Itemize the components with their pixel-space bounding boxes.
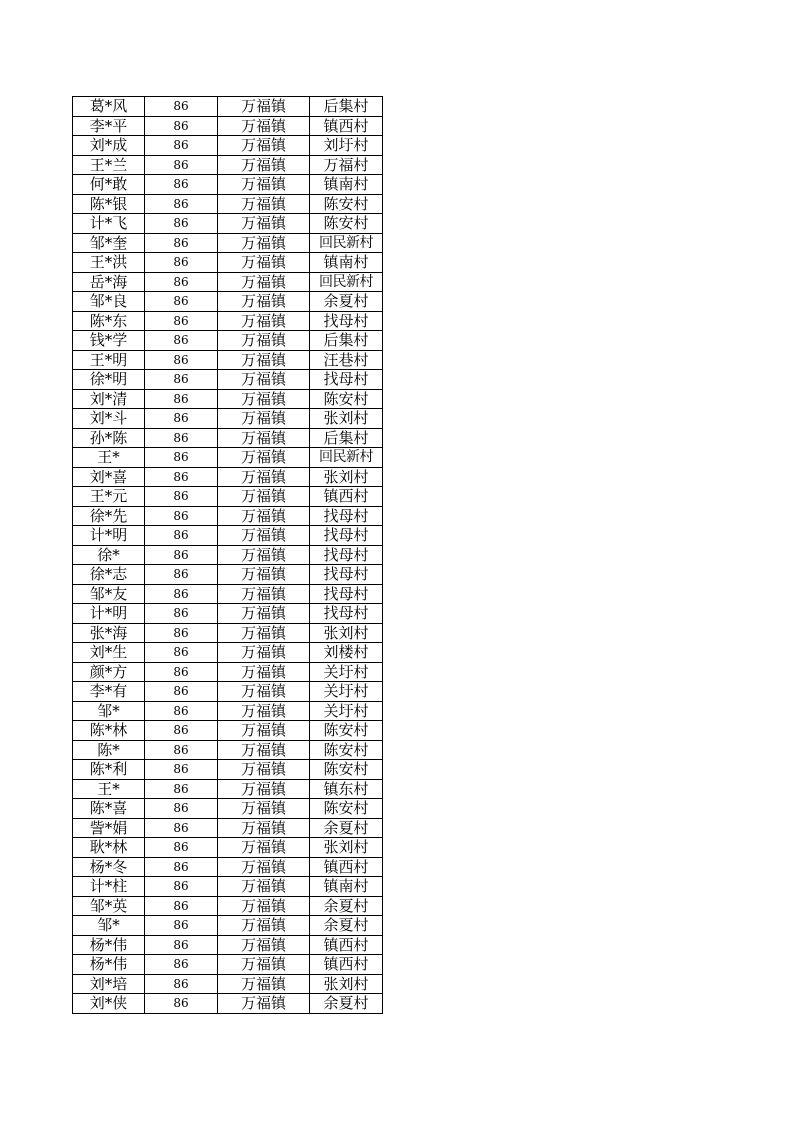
village-cell: 余夏村 (310, 896, 383, 916)
village-cell: 镇南村 (310, 253, 383, 273)
age-cell: 86 (145, 136, 218, 156)
town-cell: 万福镇 (218, 526, 310, 546)
table-row (73, 740, 383, 760)
village-cell: 找母村 (310, 604, 383, 624)
age-cell: 86 (145, 779, 218, 799)
name-cell: 李*平 (73, 116, 145, 136)
town-cell: 万福镇 (218, 253, 310, 273)
table-row (73, 467, 383, 487)
table-row (73, 818, 383, 838)
town-cell: 万福镇 (218, 799, 310, 819)
village-cell: 镇西村 (310, 116, 383, 136)
age-cell: 86 (145, 467, 218, 487)
village-cell: 陈安村 (310, 214, 383, 234)
table-row (73, 448, 383, 468)
village-cell: 万福村 (310, 155, 383, 175)
village-cell: 找母村 (310, 526, 383, 546)
name-cell: 陈*林 (73, 721, 145, 741)
age-cell: 86 (145, 916, 218, 936)
name-cell: 杨*冬 (73, 857, 145, 877)
table-row (73, 526, 383, 546)
name-cell: 陈*喜 (73, 799, 145, 819)
table-row (73, 409, 383, 429)
name-cell: 计*飞 (73, 214, 145, 234)
age-cell: 86 (145, 350, 218, 370)
town-cell: 万福镇 (218, 506, 310, 526)
village-cell: 后集村 (310, 97, 383, 117)
town-cell: 万福镇 (218, 896, 310, 916)
name-cell: 邹*友 (73, 584, 145, 604)
table-row (73, 877, 383, 897)
village-cell: 陈安村 (310, 740, 383, 760)
name-cell: 何*敢 (73, 175, 145, 195)
age-cell: 86 (145, 838, 218, 858)
town-cell: 万福镇 (218, 955, 310, 975)
town-cell: 万福镇 (218, 565, 310, 585)
village-cell: 陈安村 (310, 721, 383, 741)
name-cell: 徐*明 (73, 370, 145, 390)
name-cell: 计*柱 (73, 877, 145, 897)
age-cell: 86 (145, 643, 218, 663)
table-row (73, 662, 383, 682)
town-cell: 万福镇 (218, 604, 310, 624)
age-cell: 86 (145, 760, 218, 780)
name-cell: 刘*培 (73, 974, 145, 994)
age-cell: 86 (145, 253, 218, 273)
age-cell: 86 (145, 214, 218, 234)
town-cell: 万福镇 (218, 409, 310, 429)
town-cell: 万福镇 (218, 643, 310, 663)
table-row (73, 701, 383, 721)
town-cell: 万福镇 (218, 838, 310, 858)
village-cell: 回民新村 (310, 448, 383, 468)
table-row (73, 311, 383, 331)
village-cell: 镇西村 (310, 487, 383, 507)
village-cell: 余夏村 (310, 818, 383, 838)
name-cell: 孙*陈 (73, 428, 145, 448)
village-cell: 关圩村 (310, 701, 383, 721)
age-cell: 86 (145, 877, 218, 897)
table-row (73, 760, 383, 780)
village-cell: 陈安村 (310, 389, 383, 409)
town-cell: 万福镇 (218, 740, 310, 760)
age-cell: 86 (145, 97, 218, 117)
age-cell: 86 (145, 799, 218, 819)
town-cell: 万福镇 (218, 233, 310, 253)
name-cell: 邹* (73, 916, 145, 936)
age-cell: 86 (145, 935, 218, 955)
village-cell: 镇南村 (310, 175, 383, 195)
village-cell: 镇西村 (310, 955, 383, 975)
town-cell: 万福镇 (218, 136, 310, 156)
age-cell: 86 (145, 448, 218, 468)
age-cell: 86 (145, 506, 218, 526)
table-row (73, 292, 383, 312)
name-cell: 耿*林 (73, 838, 145, 858)
age-cell: 86 (145, 487, 218, 507)
town-cell: 万福镇 (218, 487, 310, 507)
table-row (73, 604, 383, 624)
village-cell: 关圩村 (310, 662, 383, 682)
name-cell: 刘*生 (73, 643, 145, 663)
village-cell: 找母村 (310, 565, 383, 585)
age-cell: 86 (145, 389, 218, 409)
name-cell: 邹*奎 (73, 233, 145, 253)
table-row (73, 857, 383, 877)
age-cell: 86 (145, 662, 218, 682)
town-cell: 万福镇 (218, 311, 310, 331)
town-cell: 万福镇 (218, 584, 310, 604)
age-cell: 86 (145, 116, 218, 136)
age-cell: 86 (145, 194, 218, 214)
table-row (73, 350, 383, 370)
town-cell: 万福镇 (218, 272, 310, 292)
name-cell: 陈* (73, 740, 145, 760)
age-cell: 86 (145, 974, 218, 994)
name-cell: 邹* (73, 701, 145, 721)
name-cell: 邹*英 (73, 896, 145, 916)
town-cell: 万福镇 (218, 175, 310, 195)
town-cell: 万福镇 (218, 701, 310, 721)
village-cell: 镇西村 (310, 935, 383, 955)
age-cell: 86 (145, 409, 218, 429)
village-cell: 陈安村 (310, 760, 383, 780)
table-row (73, 370, 383, 390)
town-cell: 万福镇 (218, 97, 310, 117)
town-cell: 万福镇 (218, 116, 310, 136)
name-cell: 王*元 (73, 487, 145, 507)
town-cell: 万福镇 (218, 370, 310, 390)
age-cell: 86 (145, 955, 218, 975)
town-cell: 万福镇 (218, 682, 310, 702)
name-cell: 杨*伟 (73, 955, 145, 975)
village-cell: 回民新村 (310, 272, 383, 292)
village-cell: 刘楼村 (310, 643, 383, 663)
village-cell: 余夏村 (310, 994, 383, 1014)
table-row (73, 955, 383, 975)
village-cell: 找母村 (310, 584, 383, 604)
table-row (73, 916, 383, 936)
village-cell: 找母村 (310, 545, 383, 565)
table-row (73, 253, 383, 273)
data-table (72, 96, 383, 1014)
name-cell: 刘*斗 (73, 409, 145, 429)
age-cell: 86 (145, 994, 218, 1014)
name-cell: 陈*东 (73, 311, 145, 331)
name-cell: 杨*伟 (73, 935, 145, 955)
town-cell: 万福镇 (218, 292, 310, 312)
name-cell: 徐*志 (73, 565, 145, 585)
table-row (73, 116, 383, 136)
town-cell: 万福镇 (218, 974, 310, 994)
age-cell: 86 (145, 175, 218, 195)
table-row (73, 584, 383, 604)
town-cell: 万福镇 (218, 818, 310, 838)
village-cell: 后集村 (310, 331, 383, 351)
table-row (73, 487, 383, 507)
table-row (73, 214, 383, 234)
age-cell: 86 (145, 292, 218, 312)
town-cell: 万福镇 (218, 467, 310, 487)
town-cell: 万福镇 (218, 662, 310, 682)
table-row (73, 935, 383, 955)
age-cell: 86 (145, 428, 218, 448)
table-row (73, 565, 383, 585)
village-cell: 张刘村 (310, 467, 383, 487)
village-cell: 关圩村 (310, 682, 383, 702)
town-cell: 万福镇 (218, 994, 310, 1014)
village-cell: 汪巷村 (310, 350, 383, 370)
town-cell: 万福镇 (218, 935, 310, 955)
village-cell: 余夏村 (310, 916, 383, 936)
table-row (73, 155, 383, 175)
name-cell: 訾*娟 (73, 818, 145, 838)
name-cell: 陈*银 (73, 194, 145, 214)
name-cell: 张*海 (73, 623, 145, 643)
town-cell: 万福镇 (218, 448, 310, 468)
name-cell: 王*明 (73, 350, 145, 370)
village-cell: 后集村 (310, 428, 383, 448)
table-row (73, 974, 383, 994)
table-row (73, 175, 383, 195)
town-cell: 万福镇 (218, 214, 310, 234)
age-cell: 86 (145, 818, 218, 838)
village-cell: 找母村 (310, 370, 383, 390)
table-row (73, 194, 383, 214)
table-row (73, 896, 383, 916)
name-cell: 刘*侠 (73, 994, 145, 1014)
village-cell: 张刘村 (310, 623, 383, 643)
name-cell: 陈*利 (73, 760, 145, 780)
town-cell: 万福镇 (218, 428, 310, 448)
table-body (73, 97, 383, 1014)
village-cell: 镇东村 (310, 779, 383, 799)
name-cell: 计*明 (73, 604, 145, 624)
town-cell: 万福镇 (218, 623, 310, 643)
name-cell: 葛*风 (73, 97, 145, 117)
name-cell: 徐* (73, 545, 145, 565)
table-row (73, 994, 383, 1014)
age-cell: 86 (145, 584, 218, 604)
village-cell: 找母村 (310, 506, 383, 526)
village-cell: 张刘村 (310, 974, 383, 994)
name-cell: 王* (73, 779, 145, 799)
table-row (73, 97, 383, 117)
age-cell: 86 (145, 623, 218, 643)
village-cell: 找母村 (310, 311, 383, 331)
age-cell: 86 (145, 740, 218, 760)
table-row (73, 272, 383, 292)
town-cell: 万福镇 (218, 877, 310, 897)
town-cell: 万福镇 (218, 350, 310, 370)
name-cell: 岳*海 (73, 272, 145, 292)
town-cell: 万福镇 (218, 721, 310, 741)
age-cell: 86 (145, 545, 218, 565)
age-cell: 86 (145, 721, 218, 741)
age-cell: 86 (145, 565, 218, 585)
age-cell: 86 (145, 682, 218, 702)
age-cell: 86 (145, 857, 218, 877)
table-row (73, 799, 383, 819)
table-row (73, 779, 383, 799)
table-row (73, 233, 383, 253)
town-cell: 万福镇 (218, 857, 310, 877)
village-cell: 镇南村 (310, 877, 383, 897)
name-cell: 李*有 (73, 682, 145, 702)
town-cell: 万福镇 (218, 194, 310, 214)
name-cell: 钱*学 (73, 331, 145, 351)
town-cell: 万福镇 (218, 779, 310, 799)
name-cell: 刘*清 (73, 389, 145, 409)
name-cell: 王* (73, 448, 145, 468)
name-cell: 王*兰 (73, 155, 145, 175)
age-cell: 86 (145, 272, 218, 292)
village-cell: 镇西村 (310, 857, 383, 877)
table-row (73, 682, 383, 702)
name-cell: 刘*喜 (73, 467, 145, 487)
age-cell: 86 (145, 155, 218, 175)
age-cell: 86 (145, 370, 218, 390)
village-cell: 张刘村 (310, 409, 383, 429)
village-cell: 刘圩村 (310, 136, 383, 156)
name-cell: 王*洪 (73, 253, 145, 273)
town-cell: 万福镇 (218, 331, 310, 351)
village-cell: 陈安村 (310, 194, 383, 214)
town-cell: 万福镇 (218, 545, 310, 565)
name-cell: 刘*成 (73, 136, 145, 156)
table-row (73, 136, 383, 156)
table-row (73, 389, 383, 409)
table-row (73, 721, 383, 741)
table-row (73, 643, 383, 663)
village-cell: 陈安村 (310, 799, 383, 819)
age-cell: 86 (145, 233, 218, 253)
village-cell: 余夏村 (310, 292, 383, 312)
name-cell: 颜*方 (73, 662, 145, 682)
town-cell: 万福镇 (218, 389, 310, 409)
village-cell: 张刘村 (310, 838, 383, 858)
table-row (73, 623, 383, 643)
name-cell: 邹*良 (73, 292, 145, 312)
table-row (73, 331, 383, 351)
table-row (73, 545, 383, 565)
age-cell: 86 (145, 526, 218, 546)
age-cell: 86 (145, 701, 218, 721)
town-cell: 万福镇 (218, 760, 310, 780)
village-cell: 回民新村 (310, 233, 383, 253)
age-cell: 86 (145, 311, 218, 331)
age-cell: 86 (145, 604, 218, 624)
age-cell: 86 (145, 331, 218, 351)
table-row (73, 506, 383, 526)
town-cell: 万福镇 (218, 916, 310, 936)
table-row (73, 428, 383, 448)
town-cell: 万福镇 (218, 155, 310, 175)
age-cell: 86 (145, 896, 218, 916)
name-cell: 计*明 (73, 526, 145, 546)
table-row (73, 838, 383, 858)
name-cell: 徐*先 (73, 506, 145, 526)
